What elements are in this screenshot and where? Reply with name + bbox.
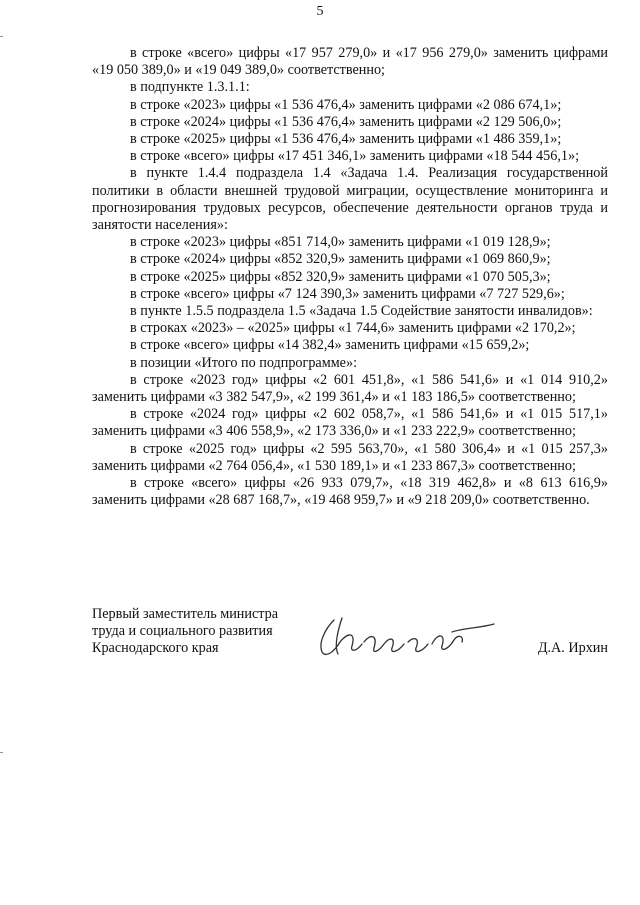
scan-edge-mark	[0, 752, 3, 753]
paragraph: в строке «всего» цифры «17 451 346,1» заменить цифрами «18 544 456,1»;	[130, 148, 580, 165]
paragraph: в строке «2024» цифры «1 536 476,4» заменить цифрами «2 129 506,0»;	[130, 113, 562, 130]
signature-block	[92, 606, 608, 666]
paragraph: в строке «2025 год» цифры «2 595 563,70», «1 580 306,4» и «1 015 257,3» заменить цифрами «2 764 056,4», «1 530 189,1» и «1 233 867,3» соответственно;	[92, 440, 608, 474]
paragraph: в строке «всего» цифры «14 382,4» заменить цифрами «15 659,2»;	[130, 337, 530, 354]
paragraph: в строке «2023» цифры «1 536 476,4» заменить цифрами «2 086 674,1»;	[130, 96, 562, 113]
paragraph: в пункте 1.4.4 подраздела 1.4 «Задача 1.4. Реализация государственной политики в области внешней трудовой миграции, осуществление мониторинга и прогнозирования трудовых ресурсов, обеспечение деятельности органов труда и занятости населения»:	[92, 165, 608, 234]
signer-name: Д.А. Ирхин	[537, 640, 608, 656]
paragraph: в строке «всего» цифры «7 124 390,3» заменить цифрами «7 727 529,6»;	[130, 285, 565, 302]
signer-title: Первый заместитель министра труда и социального развития Краснодарского края	[92, 606, 279, 657]
page-number: 5	[316, 4, 324, 19]
paragraph: в строках «2023» – «2025» цифры «1 744,6» заменить цифрами «2 170,2»;	[130, 320, 576, 337]
paragraph: в строке «2025» цифры «1 536 476,4» заменить цифрами «1 486 359,1»;	[130, 131, 562, 148]
paragraph: в строке «всего» цифры «26 933 079,7», «18 319 462,8» и «8 613 616,9» заменить цифрами «28 687 168,7», «19 468 959,7» и «9 218 209,0» соответственно.	[92, 475, 608, 509]
paragraph: в строке «2024» цифры «852 320,9» заменить цифрами «1 069 860,9»;	[130, 251, 551, 268]
paragraph: в строке «2023» цифры «851 714,0» заменить цифрами «1 019 128,9»;	[130, 234, 551, 251]
paragraph: в позиции «Итого по подпрограмме»:	[130, 354, 358, 371]
paragraph: в строке «2025» цифры «852 320,9» заменить цифрами «1 070 505,3»;	[130, 268, 551, 285]
handwritten-signature	[312, 602, 502, 662]
scan-edge-mark	[0, 36, 3, 37]
paragraph: в пункте 1.5.5 подраздела 1.5 «Задача 1.5 Содействие занятости инвалидов»:	[130, 303, 593, 320]
paragraph: в строке «2023 год» цифры «2 601 451,8», «1 586 541,6» и «1 014 910,2» заменить цифрами «3 382 547,9», «2 199 361,4» и «1 183 186,5» соответственно;	[92, 371, 608, 406]
paragraph: в строке «всего» цифры «17 957 279,0» и «17 956 279,0» заменить цифрами «19 050 389,0» и «19 049 389,0» соответственно;	[92, 45, 608, 79]
paragraph: в подпункте 1.3.1.1:	[130, 79, 250, 96]
paragraph: в строке «2024 год» цифры «2 602 058,7», «1 586 541,6» и «1 015 517,1» заменить цифрами «3 406 558,9», «2 173 336,0» и «1 233 222,9» соответственно;	[92, 406, 608, 440]
document-body	[92, 45, 608, 509]
